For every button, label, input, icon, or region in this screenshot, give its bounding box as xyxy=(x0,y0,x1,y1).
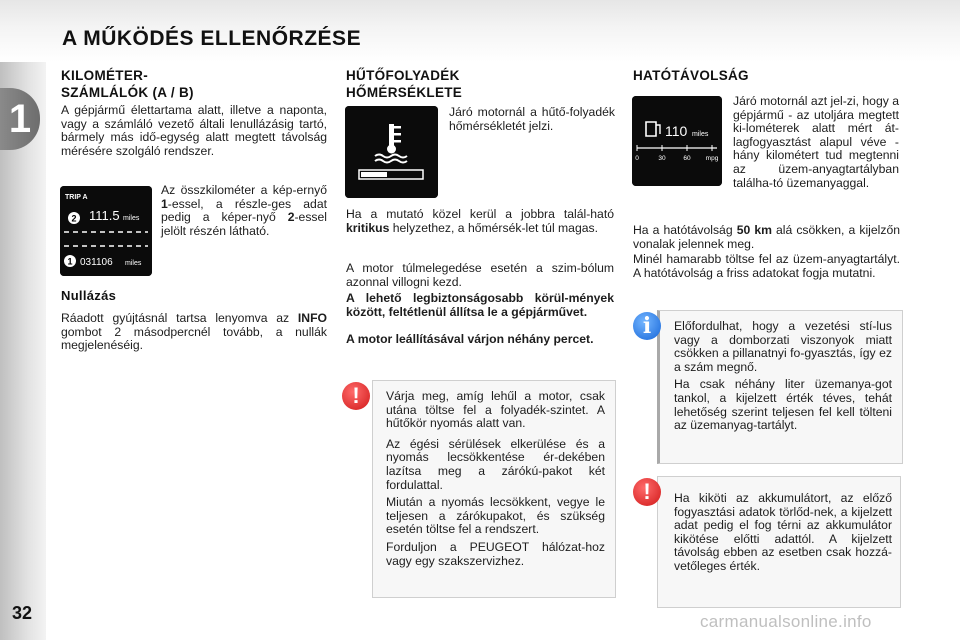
odometer-screen-text xyxy=(161,184,327,238)
trip-value: 111.5 xyxy=(89,208,120,223)
coolant-warning-text xyxy=(386,390,605,572)
text-run: Ráadott gyújtásnál tartsa lenyomva az xyxy=(61,311,298,325)
range-info-text xyxy=(674,320,892,437)
coolant-paragraph-4: A motor leállításával várjon néhány percet. xyxy=(346,332,594,346)
text-run: Az összkilométer a kép-ernyő xyxy=(161,183,327,197)
range-unit: miles xyxy=(692,131,709,138)
total-value: 031106 xyxy=(80,257,113,268)
text-run: Ha a mutató közel kerül a jobbra talál-ható xyxy=(346,207,614,221)
scale-tick: 60 xyxy=(683,155,691,162)
text-run: 50 km xyxy=(736,223,772,237)
text-run: helyzethez, a hőmérsék-let túl magas. xyxy=(389,220,598,235)
coolant-paragraph-2: A motor túlmelegedése esetén a szim-bólum azonnal villogni kezd. xyxy=(346,261,614,289)
range-paragraph-2: Minél hamarabb töltse fel az üzem-anyagtartályt. A hatótávolság a friss adatokat fogja mutatni. xyxy=(633,252,900,280)
heading-line: KILOMÉTER- xyxy=(61,68,148,83)
scale-tick: 30 xyxy=(658,155,666,162)
coolant-side-text: Járó motornál a hűtő-folyadék hőmérsékletét jelzi. xyxy=(449,105,615,133)
watermark: carmanualsonline.info xyxy=(700,612,872,631)
heading-line: HŐMÉRSÉKLETE xyxy=(346,85,463,100)
odometer-display xyxy=(60,186,152,276)
marker-2: 2 xyxy=(71,213,77,224)
coolant-paragraph-3: A lehető legbiztonságosabb körül-mények között, feltétlenül állítsa le a gépjárművet. xyxy=(346,291,614,319)
section-heading-coolant xyxy=(346,67,462,101)
total-unit: miles xyxy=(125,260,142,267)
reset-text xyxy=(61,312,327,353)
text-run: -essel jelölt részén látható. xyxy=(161,210,327,238)
info-paragraph: Ha csak néhány liter üzemanya-got tankol, a kijelzett érték téves, tehát lehetőség szerint teljesen fel kell tölteni az üzemanyag-tartályt. xyxy=(674,377,892,433)
warning-paragraph: Várja meg, amíg lehűl a motor, csak utána töltse fel a folyadék-szintet. A hűtőkör nyomás alatt van. xyxy=(386,389,605,431)
text-run: 2 xyxy=(287,210,295,225)
text-run: INFO xyxy=(297,311,327,325)
trip-label: TRIP A xyxy=(65,194,88,201)
chapter-tab: 1 xyxy=(0,88,40,150)
text-run: 1 xyxy=(161,196,168,211)
odometer-display-graphic xyxy=(60,186,152,276)
warning-paragraph: Forduljon a PEUGEOT hálózat-hoz vagy egy szakszervizhez. xyxy=(386,539,605,568)
scale-tick: 0 xyxy=(635,155,639,162)
text-run: gombot 2 másodpercnél tovább, a nullák megjelenéséig. xyxy=(61,324,327,353)
heading-line: SZÁMLÁLÓK (A / B) xyxy=(61,85,194,100)
range-side-text: Járó motornál azt jel-zi, hogy a gépjármű - az utoljára megtett ki-lométerek alatt mért át-lagfogyasztást alapul véve - hány kilométert tud megtenni az üzem-anyagtartályban találha-tó üzemanyaggal. xyxy=(733,94,899,190)
warning-icon: ! xyxy=(633,478,661,506)
marker-1: 1 xyxy=(67,256,73,267)
warning-paragraph: Miután a nyomás lecsökkent, vegye le teljesen a zárókupakot, és szükség esetén töltse fel a rendszert. xyxy=(386,495,605,537)
section-heading-range: HATÓTÁVOLSÁG xyxy=(633,68,749,83)
range-display xyxy=(632,96,722,186)
scale-tick: mpg xyxy=(705,155,719,162)
page-number: 32 xyxy=(12,603,33,623)
range-value: 110 xyxy=(665,123,688,139)
coolant-display xyxy=(345,106,438,198)
text-run: Ha a hatótávolság xyxy=(633,223,737,237)
warning-paragraph: Az égési sérülések elkerülése és a nyomás lecsökkentése ér-dekében lazítsa meg a zárókú-pakot két fordulattal. xyxy=(386,436,605,492)
range-display-graphic xyxy=(632,96,722,186)
trip-unit: miles xyxy=(123,215,140,222)
info-icon: i xyxy=(633,312,661,340)
range-paragraph-1 xyxy=(633,224,900,251)
page-title: A MŰKÖDÉS ELLENŐRZÉSE xyxy=(62,27,362,50)
reset-heading: Nullázás xyxy=(61,288,117,303)
info-paragraph: Előfordulhat, hogy a vezetési stí-lus vagy a domborzati viszonyok miatt csökken a pillanatnyi fo-gyasztás, így ez a szám megnő. xyxy=(674,319,892,374)
warning-icon: ! xyxy=(342,382,370,410)
coolant-temperature-icon xyxy=(345,106,438,198)
range-warning-text: Ha kiköti az akkumulátort, az előző fogyasztási adatok törlőd-nek, a kijelzett adat pedig el fog térni az akkumulátor kikötése előtti adattól. A kijelzett távolság ebben az esetben csak hozzá-vetőleges érték. xyxy=(674,491,892,573)
text-run: -essel, a részle-ges adat pedig a képer-nyő xyxy=(161,196,327,225)
coolant-paragraph-1 xyxy=(346,208,614,235)
heading-line: HŰTŐFOLYADÉK xyxy=(346,68,460,83)
text-run: kritikus xyxy=(346,220,390,235)
text-run: alá csökken, a kijelzőn vonalak jelennek meg. xyxy=(633,223,900,251)
section-heading-odometer xyxy=(61,67,194,101)
odometer-intro: A gépjármű élettartama alatt, illetve a naponta, vagy a számláló vezető általi lenullázásig tartó, bármely más idő-egység alatt megtett távolság mérésére szolgáló rendszer. xyxy=(61,103,327,158)
